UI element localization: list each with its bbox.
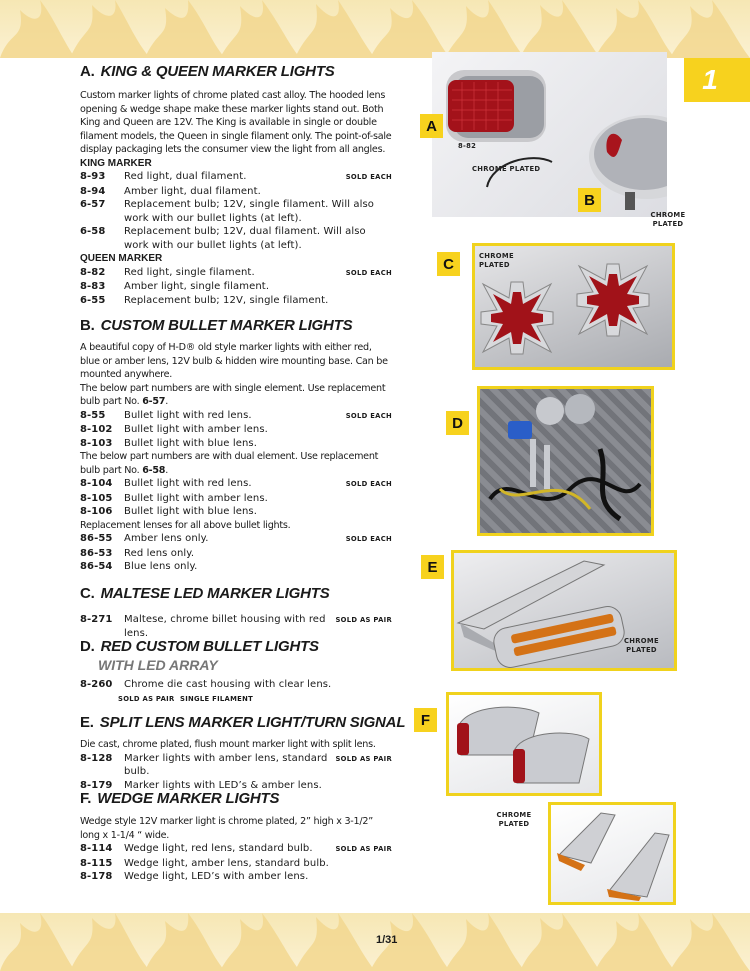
flame-band-top <box>0 0 750 58</box>
part-description: Bullet light with blue lens. <box>124 506 257 517</box>
part-number: 86-54 <box>80 561 113 572</box>
dual-element-list <box>80 477 392 519</box>
marker-lights-illustration <box>432 52 667 217</box>
photo-b-caption-line2: PLATED <box>652 219 684 228</box>
part-number: 8-103 <box>80 437 113 449</box>
part-description: Wedge light, amber lens, standard bulb. <box>124 857 329 869</box>
part-number: 86-53 <box>80 547 113 559</box>
queen-marker-list <box>80 266 392 308</box>
section-f-list <box>80 842 392 884</box>
section-f-body <box>80 815 392 884</box>
replacement-lens-list <box>80 532 392 574</box>
wedge-amber-illustration <box>551 805 673 902</box>
flame-band-bottom <box>0 913 750 971</box>
photo-f-label: F <box>414 708 437 732</box>
part-row <box>80 185 392 199</box>
sale-note: SOLD AS PAIR <box>335 754 392 763</box>
section-e-list <box>80 752 392 793</box>
part-row <box>80 294 392 308</box>
photo-c-label: C <box>437 252 460 276</box>
part-description: Red light, dual filament. <box>124 171 247 182</box>
single-element-bulb: 6-57 <box>142 396 166 407</box>
photo-e-caption <box>624 637 659 654</box>
part-number: 8-179 <box>80 779 113 791</box>
part-description: Red light, single filament. <box>124 266 255 278</box>
part-description: Amber light, dual filament. <box>124 185 261 197</box>
part-row <box>80 492 392 506</box>
photo-a-label: A <box>420 114 443 138</box>
page-number: 1/31 <box>376 934 398 946</box>
photo-d-label: D <box>446 411 469 435</box>
photo-maltese-led <box>472 243 675 370</box>
photo-b-label: B <box>578 188 601 212</box>
section-d-body <box>80 678 392 692</box>
part-description: Replacement bulb; 12V, dual filament. Will also <box>124 226 366 237</box>
part-description: Bullet light with amber lens. <box>124 424 268 435</box>
part-number: 8-114 <box>80 843 113 854</box>
section-b-body <box>80 341 392 574</box>
part-number: 8-102 <box>80 424 113 435</box>
sale-note: SOLD AS PAIR <box>335 845 392 853</box>
sale-note: SOLD EACH <box>345 411 392 420</box>
part-description: Replacement bulb; 12V, single filament. <box>124 294 329 306</box>
photo-e-caption-line2: PLATED <box>626 645 657 654</box>
section-d-letter: D. <box>80 638 95 655</box>
dual-element-intro-text: The below part numbers are with dual element. Use replacement bulb part No. <box>80 451 379 476</box>
photo-b-caption-line1: CHROME <box>650 211 686 219</box>
part-number: 8-82 <box>80 266 106 278</box>
section-e-heading <box>80 714 405 731</box>
section-a-body <box>80 89 392 307</box>
section-c-heading <box>80 585 330 602</box>
part-description: Marker lights with LED’s & amber lens. <box>124 779 322 791</box>
section-b-letter: B. <box>80 317 95 334</box>
photo-c-caption-line2: PLATED <box>479 260 510 269</box>
photo-split-lens <box>451 550 677 671</box>
part-number: 8-105 <box>80 492 113 504</box>
part-row <box>80 532 392 547</box>
part-number: 8-106 <box>80 506 113 517</box>
section-e-letter: E. <box>80 714 94 731</box>
part-number: 8-128 <box>80 752 113 764</box>
section-d-heading <box>80 638 319 655</box>
section-a-heading <box>80 63 335 80</box>
part-row <box>80 547 392 561</box>
part-row <box>80 678 392 692</box>
photo-a-caption: CHROME PLATED <box>472 165 541 173</box>
part-number: 8-93 <box>80 171 106 182</box>
section-b-description: A beautiful copy of H-D® old style marker lights with either red, blue or amber lens, 12V bulb & hidden wire mounting base. Can be mounted anywhere. <box>80 342 388 380</box>
section-b-title: CUSTOM BULLET MARKER LIGHTS <box>100 317 353 334</box>
dual-element-bulb: 6-58 <box>142 464 166 476</box>
part-description: Replacement bulb; 12V, single filament. Will also <box>124 199 374 210</box>
king-marker-heading: KING MARKER <box>80 157 152 169</box>
part-description: Wedge light, red lens, standard bulb. <box>124 843 313 854</box>
part-row <box>80 752 392 779</box>
single-element-intro: The below part numbers are with single element. Use replacement bulb part No. 6-57. <box>80 382 386 407</box>
section-f-title: WEDGE MARKER LIGHTS <box>97 790 280 807</box>
part-row <box>80 280 392 294</box>
replacement-lens-intro: Replacement lenses for all above bullet lights. <box>80 519 291 531</box>
dual-element-intro: The below part numbers are with dual element. Use replacement bulb part No. 6-58. <box>80 451 379 476</box>
section-d-subtitle: WITH LED ARRAY <box>98 657 218 673</box>
photo-f-caption-line1: CHROME <box>496 811 532 819</box>
part-description: Blue lens only. <box>124 561 198 572</box>
photo-e-label: E <box>421 555 444 579</box>
section-f-heading <box>80 790 279 807</box>
part-number: 6-58 <box>80 226 106 237</box>
part-row <box>80 505 392 519</box>
section-d-list <box>80 678 392 692</box>
part-number: 8-94 <box>80 185 106 197</box>
section-c-body <box>80 613 392 640</box>
sale-note: SOLD EACH <box>345 480 392 488</box>
section-a-title: KING & QUEEN MARKER LIGHTS <box>100 63 335 80</box>
part-description: Marker lights with amber lens, standard bulb. <box>124 752 328 777</box>
queen-marker-heading: QUEEN MARKER <box>80 253 163 264</box>
part-number: 8-115 <box>80 857 113 869</box>
part-row <box>80 225 392 239</box>
part-description: Bullet light with blue lens. <box>124 437 257 449</box>
part-number: 8-178 <box>80 871 113 882</box>
section-d-note-pair: SOLD AS PAIR <box>118 695 175 703</box>
part-number: 8-83 <box>80 281 106 292</box>
part-description: work with our bullet lights (at left). <box>124 212 302 224</box>
section-f-description: Wedge style 12V marker light is chrome plated, 2” high x 3-1/2” long x 1-1/4 “ wide. <box>80 816 373 841</box>
photo-king-queen-marker <box>432 52 667 217</box>
section-a-description: Custom marker lights of chrome plated cast alloy. The hooded lens opening & wedge shape make these marker lights stand out. Both King and Queen are 12V. The King is available in single or double filament models, the Queen in single filament only. The point-of-sale display packaging lets the consumer view the light from all angles. <box>80 90 392 155</box>
part-number: 8-271 <box>80 614 113 625</box>
part-description: Wedge light, LED’s with amber lens. <box>124 871 309 882</box>
part-description: Amber light, single filament. <box>124 281 270 292</box>
part-description: Maltese, chrome billet housing with red lens. <box>124 614 326 639</box>
part-description: Bullet light with red lens. <box>124 478 252 489</box>
sale-note: SOLD EACH <box>345 535 392 543</box>
part-description: Bullet light with red lens. <box>124 409 252 421</box>
section-e-title: SPLIT LENS MARKER LIGHT/TURN SIGNAL <box>99 714 406 731</box>
part-number: 6-55 <box>80 294 106 306</box>
part-row <box>80 170 392 185</box>
part-description: Amber lens only. <box>124 533 209 544</box>
section-d-note-filament: SINGLE FILAMENT <box>180 695 254 703</box>
part-number: 8-104 <box>80 478 113 489</box>
single-element-list <box>80 409 392 451</box>
sale-note: SOLD AS PAIR <box>335 616 392 624</box>
part-number: 8-260 <box>80 679 113 690</box>
part-row <box>80 212 392 226</box>
part-description: Bullet light with amber lens. <box>124 492 268 504</box>
part-row <box>80 266 392 281</box>
photo-b-caption <box>644 211 692 228</box>
photo-red-custom-bullet <box>477 386 654 536</box>
part-row <box>80 423 392 437</box>
part-description: Red lens only. <box>124 547 195 559</box>
photo-f-caption <box>490 811 538 828</box>
section-a-letter: A. <box>80 63 95 80</box>
part-row <box>80 870 392 884</box>
section-c-letter: C. <box>80 585 95 602</box>
part-row <box>80 239 392 253</box>
photo-e-caption-line1: CHROME <box>624 637 659 645</box>
part-number: 6-57 <box>80 199 106 210</box>
part-number: 8-55 <box>80 409 106 421</box>
sale-note: SOLD EACH <box>345 173 392 181</box>
section-c-list <box>80 613 392 640</box>
part-number: 86-55 <box>80 533 113 544</box>
photo-wedge-amber <box>548 802 676 905</box>
section-d-title: RED CUSTOM BULLET LIGHTS <box>100 638 319 655</box>
photo-a-part-number: 8-82 <box>458 142 477 150</box>
photo-c-caption <box>479 252 514 269</box>
chapter-tab <box>684 58 750 102</box>
photo-f-caption-line2: PLATED <box>498 819 530 828</box>
sale-note: SOLD EACH <box>345 268 392 277</box>
section-f-letter: F. <box>80 790 92 807</box>
part-row <box>80 437 392 451</box>
bullet-kit-illustration <box>480 389 651 533</box>
section-e-body <box>80 738 392 792</box>
photo-c-caption-line1: CHROME <box>479 252 514 260</box>
part-row <box>80 477 392 492</box>
part-row <box>80 842 392 857</box>
part-row <box>80 857 392 871</box>
photo-wedge-red <box>446 692 602 796</box>
single-element-intro-text: The below part numbers are with single element. Use replacement bulb part No. <box>80 382 386 407</box>
king-marker-list <box>80 170 392 252</box>
part-row <box>80 613 392 640</box>
section-b-heading <box>80 317 352 334</box>
section-e-description: Die cast, chrome plated, flush mount marker light with split lens. <box>80 739 376 750</box>
part-description: Chrome die cast housing with clear lens. <box>124 679 332 690</box>
section-c-title: MALTESE LED MARKER LIGHTS <box>100 585 330 602</box>
part-description: work with our bullet lights (at left). <box>124 239 302 251</box>
part-row <box>80 409 392 424</box>
part-row <box>80 560 392 574</box>
wedge-red-illustration <box>449 695 599 793</box>
part-row <box>80 198 392 212</box>
chapter-number: 1 <box>702 64 718 95</box>
